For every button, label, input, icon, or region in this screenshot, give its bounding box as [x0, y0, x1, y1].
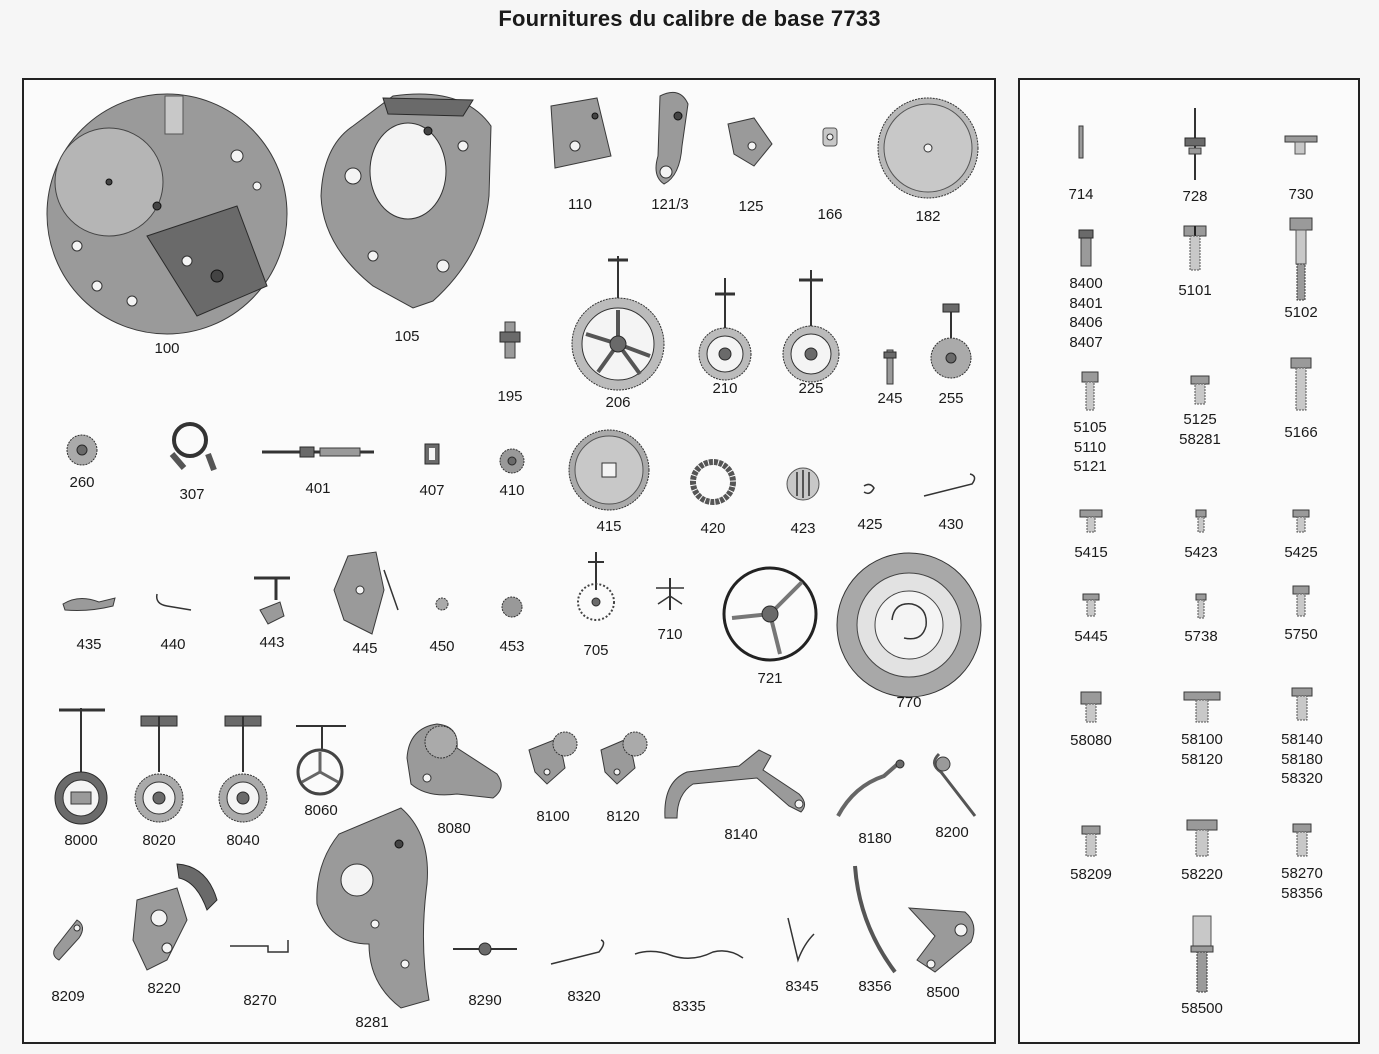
screw-5105-image	[1080, 370, 1100, 412]
part-number: 255	[938, 390, 964, 407]
part-730-image	[1283, 134, 1319, 156]
part-5423[interactable]	[1176, 508, 1226, 561]
wheel-453-image	[499, 594, 525, 620]
wheel-206-image	[568, 252, 668, 392]
part-195[interactable]	[490, 320, 530, 405]
part-number: 5750	[1284, 626, 1318, 643]
part-number: 8345	[785, 978, 819, 995]
part-8290-image	[451, 942, 519, 956]
part-number: 453	[499, 638, 525, 655]
part-8281[interactable]	[306, 804, 438, 1031]
wheel-260-image	[65, 432, 99, 468]
part-443[interactable]	[244, 570, 300, 651]
part-number: 8020	[142, 832, 176, 849]
screw-5101-image	[1182, 224, 1208, 272]
part-number: 307	[179, 486, 205, 503]
part-58209[interactable]	[1060, 824, 1122, 883]
part-245[interactable]	[870, 348, 910, 407]
part-number-list	[1270, 730, 1334, 789]
part-number: 58180	[1281, 750, 1323, 768]
part-420[interactable]	[686, 458, 740, 537]
part-8209[interactable]	[42, 916, 94, 1005]
part-5750[interactable]	[1276, 584, 1326, 643]
part-number: 58220	[1181, 866, 1223, 883]
part-number: 401	[305, 480, 331, 497]
part-8270[interactable]	[224, 936, 296, 1009]
part-number: 5101	[1178, 282, 1212, 299]
balance-staff-image	[1180, 106, 1210, 182]
part-58080[interactable]	[1060, 690, 1122, 749]
part-425[interactable]	[850, 482, 890, 533]
part-307[interactable]	[162, 418, 222, 503]
part-730[interactable]	[1276, 134, 1326, 203]
screw-5415-image	[1078, 508, 1104, 534]
part-number: 125	[738, 198, 764, 215]
screw-5102-image	[1288, 216, 1314, 302]
part-number: 58500	[1181, 1000, 1223, 1017]
part-number: 58356	[1281, 884, 1323, 902]
part-8100-image	[525, 728, 581, 788]
part-number: 8180	[858, 830, 892, 847]
part-407-image	[422, 442, 442, 466]
part-8140[interactable]	[656, 742, 826, 843]
part-number: 443	[259, 634, 285, 651]
part-number-list	[1170, 410, 1230, 449]
part-410[interactable]	[490, 446, 534, 499]
bridge-8080-image	[397, 718, 511, 802]
part-number: 245	[877, 390, 903, 407]
part-number: 714	[1068, 186, 1094, 203]
screw-58500-image	[1189, 914, 1215, 994]
part-number: 5445	[1074, 628, 1108, 645]
part-8400-group[interactable]	[1056, 228, 1116, 352]
part-number: 415	[596, 518, 622, 535]
part-58100-group[interactable]	[1170, 690, 1234, 769]
wheel-415-image	[567, 428, 651, 512]
spring-440-image	[153, 590, 193, 616]
part-number: 5738	[1184, 628, 1218, 645]
part-8500[interactable]	[902, 900, 984, 1001]
part-number: 105	[394, 328, 420, 345]
part-58270-group[interactable]	[1270, 822, 1334, 903]
part-5738[interactable]	[1176, 592, 1226, 645]
part-number: 58080	[1070, 732, 1112, 749]
part-8040[interactable]	[210, 712, 276, 849]
screw-5125-image	[1189, 374, 1211, 406]
pallet-fork-image	[652, 574, 688, 614]
part-number: 5102	[1284, 304, 1318, 321]
part-425-image	[860, 482, 880, 498]
part-728[interactable]	[1170, 106, 1220, 205]
screw-5738-image	[1194, 592, 1208, 620]
part-number: 445	[352, 640, 378, 657]
part-number: 100	[154, 340, 180, 357]
part-705[interactable]	[574, 550, 618, 659]
part-245-image	[883, 348, 897, 386]
part-number: 8270	[243, 992, 277, 1009]
screw-5166-image	[1289, 356, 1313, 412]
part-number: 8080	[437, 820, 471, 837]
part-number-list	[1060, 418, 1120, 477]
part-8120[interactable]	[592, 728, 654, 825]
part-number: 195	[497, 388, 523, 405]
part-number: 210	[712, 380, 738, 397]
part-407[interactable]	[412, 442, 452, 499]
part-number: 8140	[724, 826, 758, 843]
part-number: 58281	[1179, 430, 1221, 448]
part-430[interactable]	[916, 470, 986, 533]
part-number: 225	[798, 380, 824, 397]
lever-8140-image	[659, 742, 823, 822]
part-number: 8209	[51, 988, 85, 1005]
bridge-110-image	[545, 96, 615, 176]
part-number: 423	[790, 520, 816, 537]
part-number: 58209	[1070, 866, 1112, 883]
part-number: 420	[700, 520, 726, 537]
spring-8200-image	[925, 750, 979, 820]
part-number: 440	[160, 636, 186, 653]
part-8500-image	[905, 900, 981, 976]
part-260[interactable]	[60, 432, 104, 491]
lever-445-image	[328, 550, 402, 638]
part-58500[interactable]	[1170, 914, 1234, 1017]
part-number: 260	[69, 474, 95, 491]
main-parts-panel	[22, 78, 996, 1044]
part-423[interactable]	[780, 464, 826, 537]
part-number: 5110	[1073, 438, 1107, 456]
screw-58209-image	[1080, 824, 1102, 858]
escape-wheel-image	[576, 550, 616, 626]
winding-stem-image	[260, 444, 376, 460]
part-8020[interactable]	[126, 712, 192, 849]
part-8335[interactable]	[630, 944, 748, 1015]
part-number: 8500	[926, 984, 960, 1001]
part-420-image	[689, 458, 737, 506]
screw-5423-image	[1194, 508, 1208, 534]
part-number: 8040	[226, 832, 260, 849]
wheel-8000-image	[51, 702, 111, 828]
wheel-225-image	[781, 268, 841, 386]
part-number: 5125	[1183, 411, 1217, 428]
spring-8270-image	[228, 936, 292, 956]
part-423-image	[783, 464, 823, 504]
part-number: 58120	[1181, 750, 1223, 768]
part-number: 5166	[1284, 424, 1318, 441]
wheel-182-image	[872, 100, 984, 200]
part-number: 8356	[858, 978, 892, 995]
part-8180[interactable]	[830, 756, 920, 847]
part-number: 450	[429, 638, 455, 655]
part-121-3[interactable]	[630, 86, 710, 213]
part-195-image	[498, 320, 522, 360]
screw-58140-image	[1290, 686, 1314, 722]
main-plate-image	[37, 86, 297, 336]
part-number: 8281	[355, 1014, 389, 1031]
part-445[interactable]	[324, 550, 406, 657]
part-453[interactable]	[490, 594, 534, 655]
part-5166[interactable]	[1276, 356, 1326, 441]
part-number: 166	[817, 206, 843, 223]
part-8120-image	[595, 728, 651, 788]
part-number: 206	[605, 394, 631, 411]
part-255[interactable]	[924, 300, 978, 407]
part-number: 710	[657, 626, 683, 643]
part-number: 8335	[672, 998, 706, 1015]
part-number-list	[1170, 730, 1234, 769]
part-166[interactable]	[810, 126, 850, 223]
part-number: 58140	[1281, 731, 1323, 748]
part-number: 8406	[1069, 314, 1103, 331]
part-8100[interactable]	[522, 728, 584, 825]
part-166-image	[821, 126, 839, 148]
part-number-list	[1056, 274, 1116, 352]
part-number: 8290	[468, 992, 502, 1009]
wheel-210-image	[695, 276, 755, 386]
yoke-8220-image	[107, 860, 221, 976]
part-number: 8120	[606, 808, 640, 825]
part-182[interactable]	[868, 100, 988, 225]
part-8200[interactable]	[920, 750, 984, 841]
part-number: 721	[757, 670, 783, 687]
screw-58080-image	[1079, 690, 1103, 724]
part-105[interactable]	[312, 86, 502, 345]
part-number: 730	[1288, 186, 1314, 203]
part-number: 5105	[1073, 419, 1107, 436]
part-714[interactable]	[1056, 124, 1106, 203]
part-8220[interactable]	[104, 860, 224, 997]
page-title: Fournitures du calibre de base 7733	[498, 6, 881, 31]
spring-8335-image	[633, 944, 745, 964]
part-8209-image	[47, 916, 89, 964]
part-8356[interactable]	[844, 864, 906, 995]
screw-5750-image	[1291, 584, 1311, 618]
screw-5425-image	[1291, 508, 1311, 534]
part-5445[interactable]	[1066, 592, 1116, 645]
part-number: 728	[1182, 188, 1208, 205]
part-5415[interactable]	[1066, 508, 1116, 561]
part-number: 8220	[147, 980, 181, 997]
part-number: 110	[568, 196, 592, 213]
part-number: 8100	[536, 808, 570, 825]
part-58220[interactable]	[1170, 818, 1234, 883]
part-number: 8407	[1069, 333, 1103, 351]
part-443-image	[250, 570, 294, 626]
part-number: 58100	[1181, 731, 1223, 748]
part-number: 58320	[1281, 770, 1323, 787]
mainspring-barrel-image	[834, 550, 984, 700]
part-number: 121/3	[651, 196, 689, 213]
part-401[interactable]	[258, 444, 378, 497]
part-number: 5423	[1184, 544, 1218, 561]
part-number: 5415	[1074, 544, 1108, 561]
screw-5445-image	[1081, 592, 1101, 618]
spring-8356-image	[849, 864, 901, 976]
part-58140-group[interactable]	[1270, 686, 1334, 789]
wheel-255-image	[929, 300, 973, 386]
regulator-image	[640, 86, 700, 186]
part-206[interactable]	[564, 252, 672, 411]
part-307-image	[164, 418, 220, 478]
part-5105-group[interactable]	[1060, 370, 1120, 477]
part-450[interactable]	[422, 596, 462, 655]
part-number: 407	[419, 482, 445, 499]
part-number: 410	[499, 482, 525, 499]
part-number: 58270	[1281, 865, 1323, 882]
part-210[interactable]	[690, 276, 760, 397]
part-415[interactable]	[564, 428, 654, 535]
spring-430-image	[922, 470, 980, 500]
part-5125-group[interactable]	[1170, 374, 1230, 449]
wheel-8040-image	[215, 712, 271, 828]
part-100[interactable]	[36, 86, 298, 357]
screw-58100-image	[1182, 690, 1222, 724]
part-number: 5425	[1284, 544, 1318, 561]
part-number: 8060	[304, 802, 338, 819]
part-number: 8401	[1069, 294, 1103, 312]
wheel-8020-image	[131, 712, 187, 828]
part-721[interactable]	[714, 562, 826, 687]
screw-58270-image	[1291, 822, 1313, 858]
part-5425[interactable]	[1276, 508, 1326, 561]
part-440[interactable]	[148, 590, 198, 653]
part-8320[interactable]	[544, 938, 624, 1005]
part-number: 5121	[1073, 458, 1107, 475]
pin-8400-image	[1077, 228, 1095, 268]
part-125[interactable]	[719, 114, 783, 215]
part-number-list	[1270, 864, 1334, 903]
bridge-image	[313, 86, 501, 326]
part-number: 430	[938, 516, 964, 533]
part-number: 8000	[64, 832, 98, 849]
bridge-8281-image	[309, 804, 435, 1012]
part-number: 435	[76, 636, 102, 653]
part-number: 705	[583, 642, 609, 659]
part-435-image	[59, 592, 119, 614]
wheel-450-image	[434, 596, 450, 612]
part-number: 8400	[1069, 275, 1103, 292]
part-number: 8320	[567, 988, 601, 1005]
part-5102[interactable]	[1276, 216, 1326, 321]
pin-714-image	[1076, 124, 1086, 160]
part-225[interactable]	[776, 268, 846, 397]
part-5101[interactable]	[1170, 224, 1220, 299]
part-number: 182	[915, 208, 941, 225]
part-435[interactable]	[54, 592, 124, 653]
wheel-410-image	[497, 446, 527, 476]
part-8000[interactable]	[48, 702, 114, 849]
part-710[interactable]	[648, 574, 692, 643]
screw-58220-image	[1185, 818, 1219, 858]
wheel-8060-image	[292, 720, 350, 798]
part-number: 8200	[935, 824, 969, 841]
spring-8320-image	[549, 938, 619, 968]
screws-panel	[1018, 78, 1360, 1044]
spring-8180-image	[834, 756, 916, 820]
part-125-image	[724, 114, 778, 174]
spring-8345-image	[784, 914, 820, 964]
balance-image	[718, 562, 822, 666]
part-number: 770	[896, 694, 922, 711]
part-8290[interactable]	[448, 942, 522, 1009]
part-number: 425	[857, 516, 883, 533]
part-8345[interactable]	[774, 914, 830, 995]
part-770[interactable]	[830, 550, 988, 711]
part-110[interactable]	[542, 96, 618, 213]
